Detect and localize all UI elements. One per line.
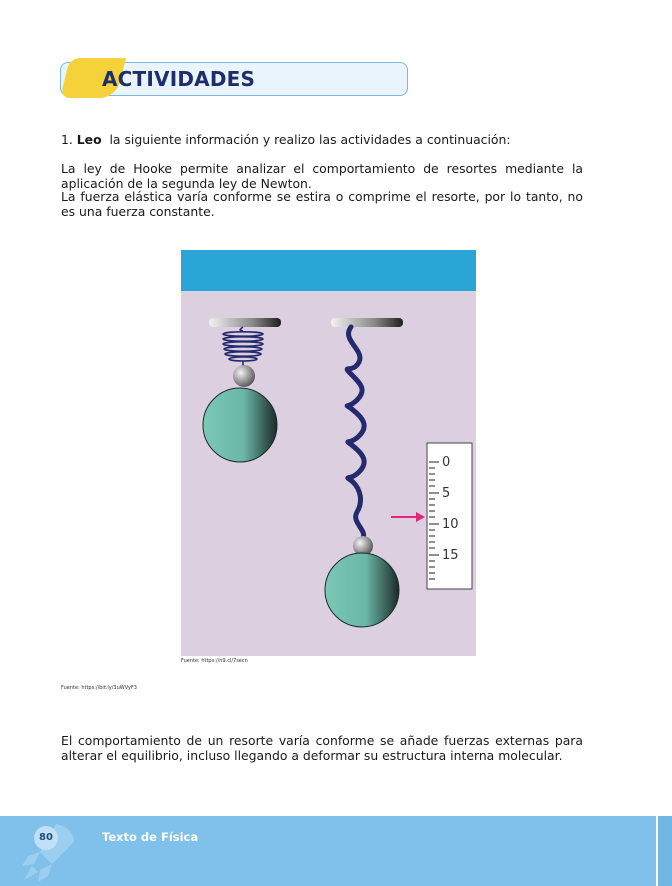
figure-header-strip xyxy=(181,250,476,291)
book-title: Texto de Física xyxy=(102,830,199,844)
hooke-paragraph-1: La ley de Hooke permite analizar el comportamiento de resortes mediante la aplicación de la segunda ley de Newton. xyxy=(61,161,583,191)
closing-paragraph: El comportamiento de un resorte varía conforme se añade fuerzas externas para alterar el equilibrio, incluso llegando a deformar su estructura interna molecular. xyxy=(61,733,583,763)
page-number: 80 xyxy=(34,826,58,850)
instruction-text: la siguiente información y realizo las actividades a continuación: xyxy=(109,132,511,147)
left-ceiling-bar xyxy=(209,318,281,327)
figure-caption: Fuente: https://n9.cl/7secn xyxy=(181,658,248,664)
scale-label-0: 0 xyxy=(442,455,451,470)
scale-label-10: 10 xyxy=(442,517,459,532)
right-ceiling-bar xyxy=(331,318,403,327)
footer-band xyxy=(0,816,656,886)
instruction-number: 1. xyxy=(61,132,73,147)
scale-label-5: 5 xyxy=(442,486,451,501)
right-mass xyxy=(325,553,399,627)
footer-edge xyxy=(658,816,672,886)
section-title: ACTIVIDADES xyxy=(102,67,256,91)
scale-label-15: 15 xyxy=(442,548,459,563)
instruction-verb: Leo xyxy=(76,132,102,147)
source-caption: Fuente: https://bit.ly/3uWVyF3 xyxy=(61,685,137,691)
left-mass xyxy=(203,388,277,462)
left-knob xyxy=(233,365,255,387)
instruction xyxy=(61,132,583,147)
hooke-paragraph-2: La fuerza elástica varía conforme se estira o comprime el resorte, por lo tanto, no es una fuerza constante. xyxy=(61,189,583,219)
spring-figure xyxy=(181,250,476,656)
